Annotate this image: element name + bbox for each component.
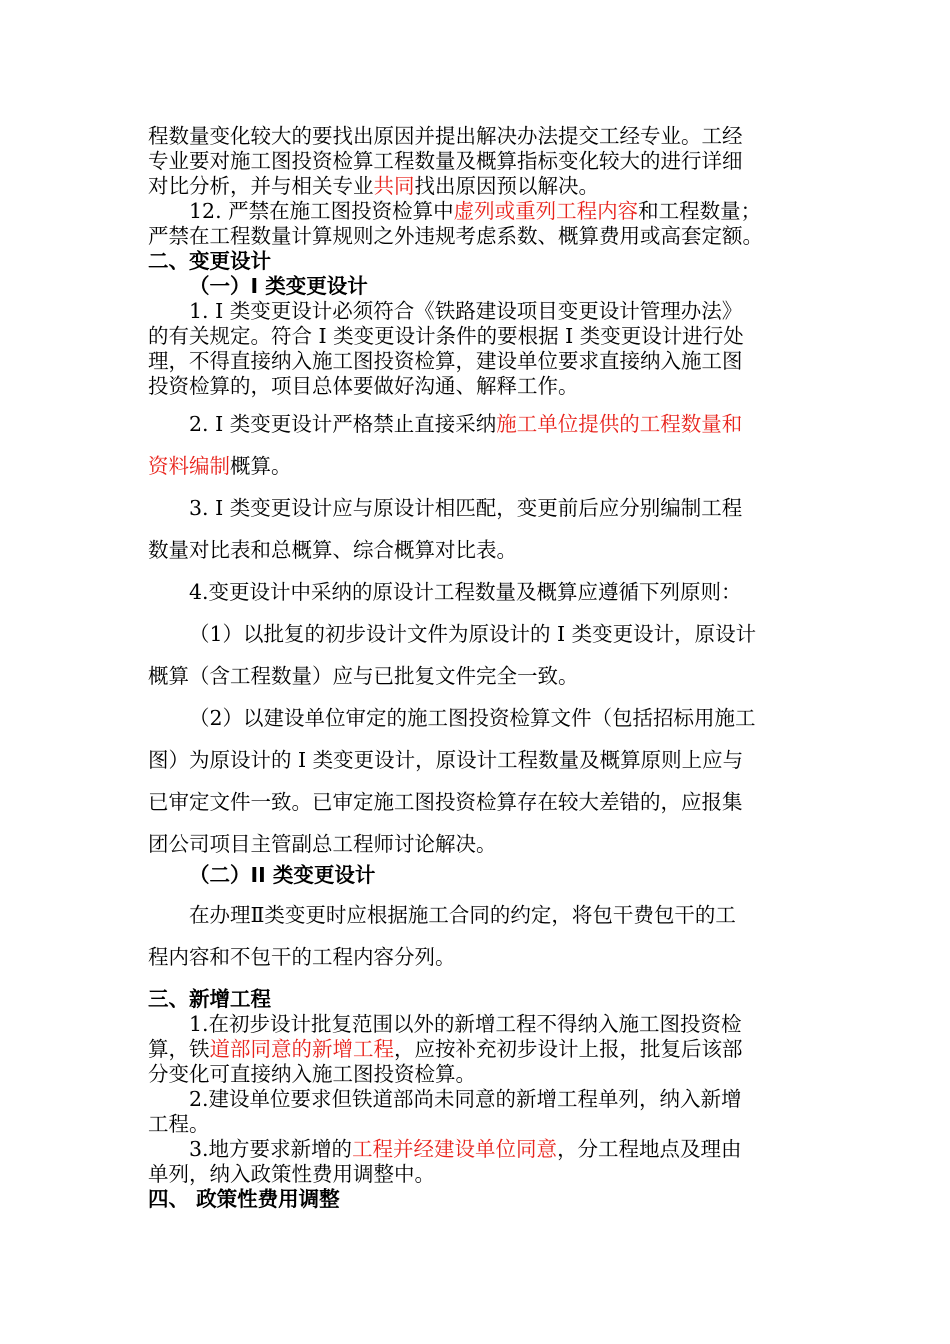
text-line: 的有关规定。符合 I 类变更设计条件的要根据 I 类变更设计进行处	[148, 324, 744, 348]
highlight-text: 共同	[373, 174, 415, 198]
text-run: 12. 严禁在施工图投资检算中	[189, 199, 454, 223]
text-line	[148, 199, 810, 224]
text-line	[148, 1137, 810, 1162]
text-line	[148, 403, 810, 445]
text-line	[148, 1037, 810, 1062]
text-line: 工程。	[148, 1112, 210, 1136]
text-line: 4.变更设计中采纳的原设计工程数量及概算应遵循下列原则：	[189, 580, 742, 604]
text-line: 1. I 类变更设计必须符合《铁路建设项目变更设计管理办法》	[189, 299, 743, 323]
text-run: 和工程数量；	[638, 199, 762, 223]
text-line: 程内容和不包干的工程内容分列。	[148, 945, 456, 969]
text-line	[148, 174, 810, 199]
text-line: 团公司项目主管副总工程师讨论解决。	[148, 832, 497, 856]
text-run: 找出原因预以解决。	[414, 174, 599, 198]
highlight-text: 资料编制	[148, 454, 230, 478]
text-run: ，应按补充初步设计上报，批复后该部	[394, 1037, 743, 1061]
text-line: 3. I 类变更设计应与原设计相匹配，变更前后应分别编制工程	[189, 496, 743, 520]
paragraph-change-design	[148, 403, 810, 865]
text-line: 在办理Ⅱ类变更时应根据施工合同的约定，将包干费包干的工	[189, 903, 736, 927]
text-line: 单列，纳入政策性费用调整中。	[148, 1162, 435, 1186]
subsection-heading: （一）I 类变更设计	[189, 274, 368, 298]
text-line: 1.在初步设计批复范围以外的新增工程不得纳入施工图投资检	[189, 1012, 742, 1036]
subsection-heading: （二）II 类变更设计	[189, 863, 376, 887]
text-line: 专业要对施工图投资检算工程数量及概算指标变化较大的进行详细	[148, 149, 743, 173]
text-line	[148, 445, 810, 487]
text-line: 投资检算的，项目总体要做好沟通、解释工作。	[148, 374, 579, 398]
highlight-text: 施工单位提供的工程数量和	[496, 412, 743, 436]
text-line: （2）以建设单位审定的施工图投资检算文件（包括招标用施工	[189, 706, 756, 730]
text-line: 图）为原设计的 I 类变更设计，原设计工程数量及概算原则上应与	[148, 748, 744, 772]
highlight-text: 工程并经建设单位同意	[352, 1137, 558, 1161]
text-line: 理，不得直接纳入施工图投资检算，建设单位要求直接纳入施工图	[148, 349, 743, 373]
paragraph-review-rules	[148, 124, 810, 399]
highlight-text: 道部同意的新增工程	[209, 1037, 394, 1061]
text-line: （1）以批复的初步设计文件为原设计的 I 类变更设计，原设计	[189, 622, 757, 646]
text-line: 已审定文件一致。已审定施工图投资检算存在较大差错的，应报集	[148, 790, 743, 814]
subsection-class2	[148, 863, 810, 888]
text-run: 3.地方要求新增的	[189, 1137, 353, 1161]
text-run: 概算。	[230, 454, 292, 478]
text-line: 分变化可直接纳入施工图投资检算。	[148, 1062, 476, 1086]
section-new-works	[148, 987, 810, 1212]
text-line: 严禁在工程数量计算规则之外违规考虑系数、概算费用或高套定额。	[148, 224, 763, 248]
text-line: 数量对比表和总概算、综合概算对比表。	[148, 538, 517, 562]
text-line: 概算（含工程数量）应与已批复文件完全一致。	[148, 664, 579, 688]
text-run: ，分工程地点及理由	[557, 1137, 742, 1161]
text-line: 程数量变化较大的要找出原因并提出解决办法提交工经专业。工经	[148, 124, 743, 148]
text-run: 对比分析，并与相关专业	[148, 174, 374, 198]
paragraph-class2	[148, 894, 810, 978]
section-heading: 四、 政策性费用调整	[148, 1187, 340, 1211]
section-heading: 三、新增工程	[148, 987, 271, 1011]
text-line: 2.建设单位要求但铁道部尚未同意的新增工程单列，纳入新增	[189, 1087, 742, 1111]
section-heading: 二、变更设计	[148, 249, 271, 273]
text-run: 2. I 类变更设计严格禁止直接采纳	[189, 412, 497, 436]
text-run: 算，铁	[148, 1037, 210, 1061]
highlight-text: 虚列或重列工程内容	[453, 199, 639, 223]
